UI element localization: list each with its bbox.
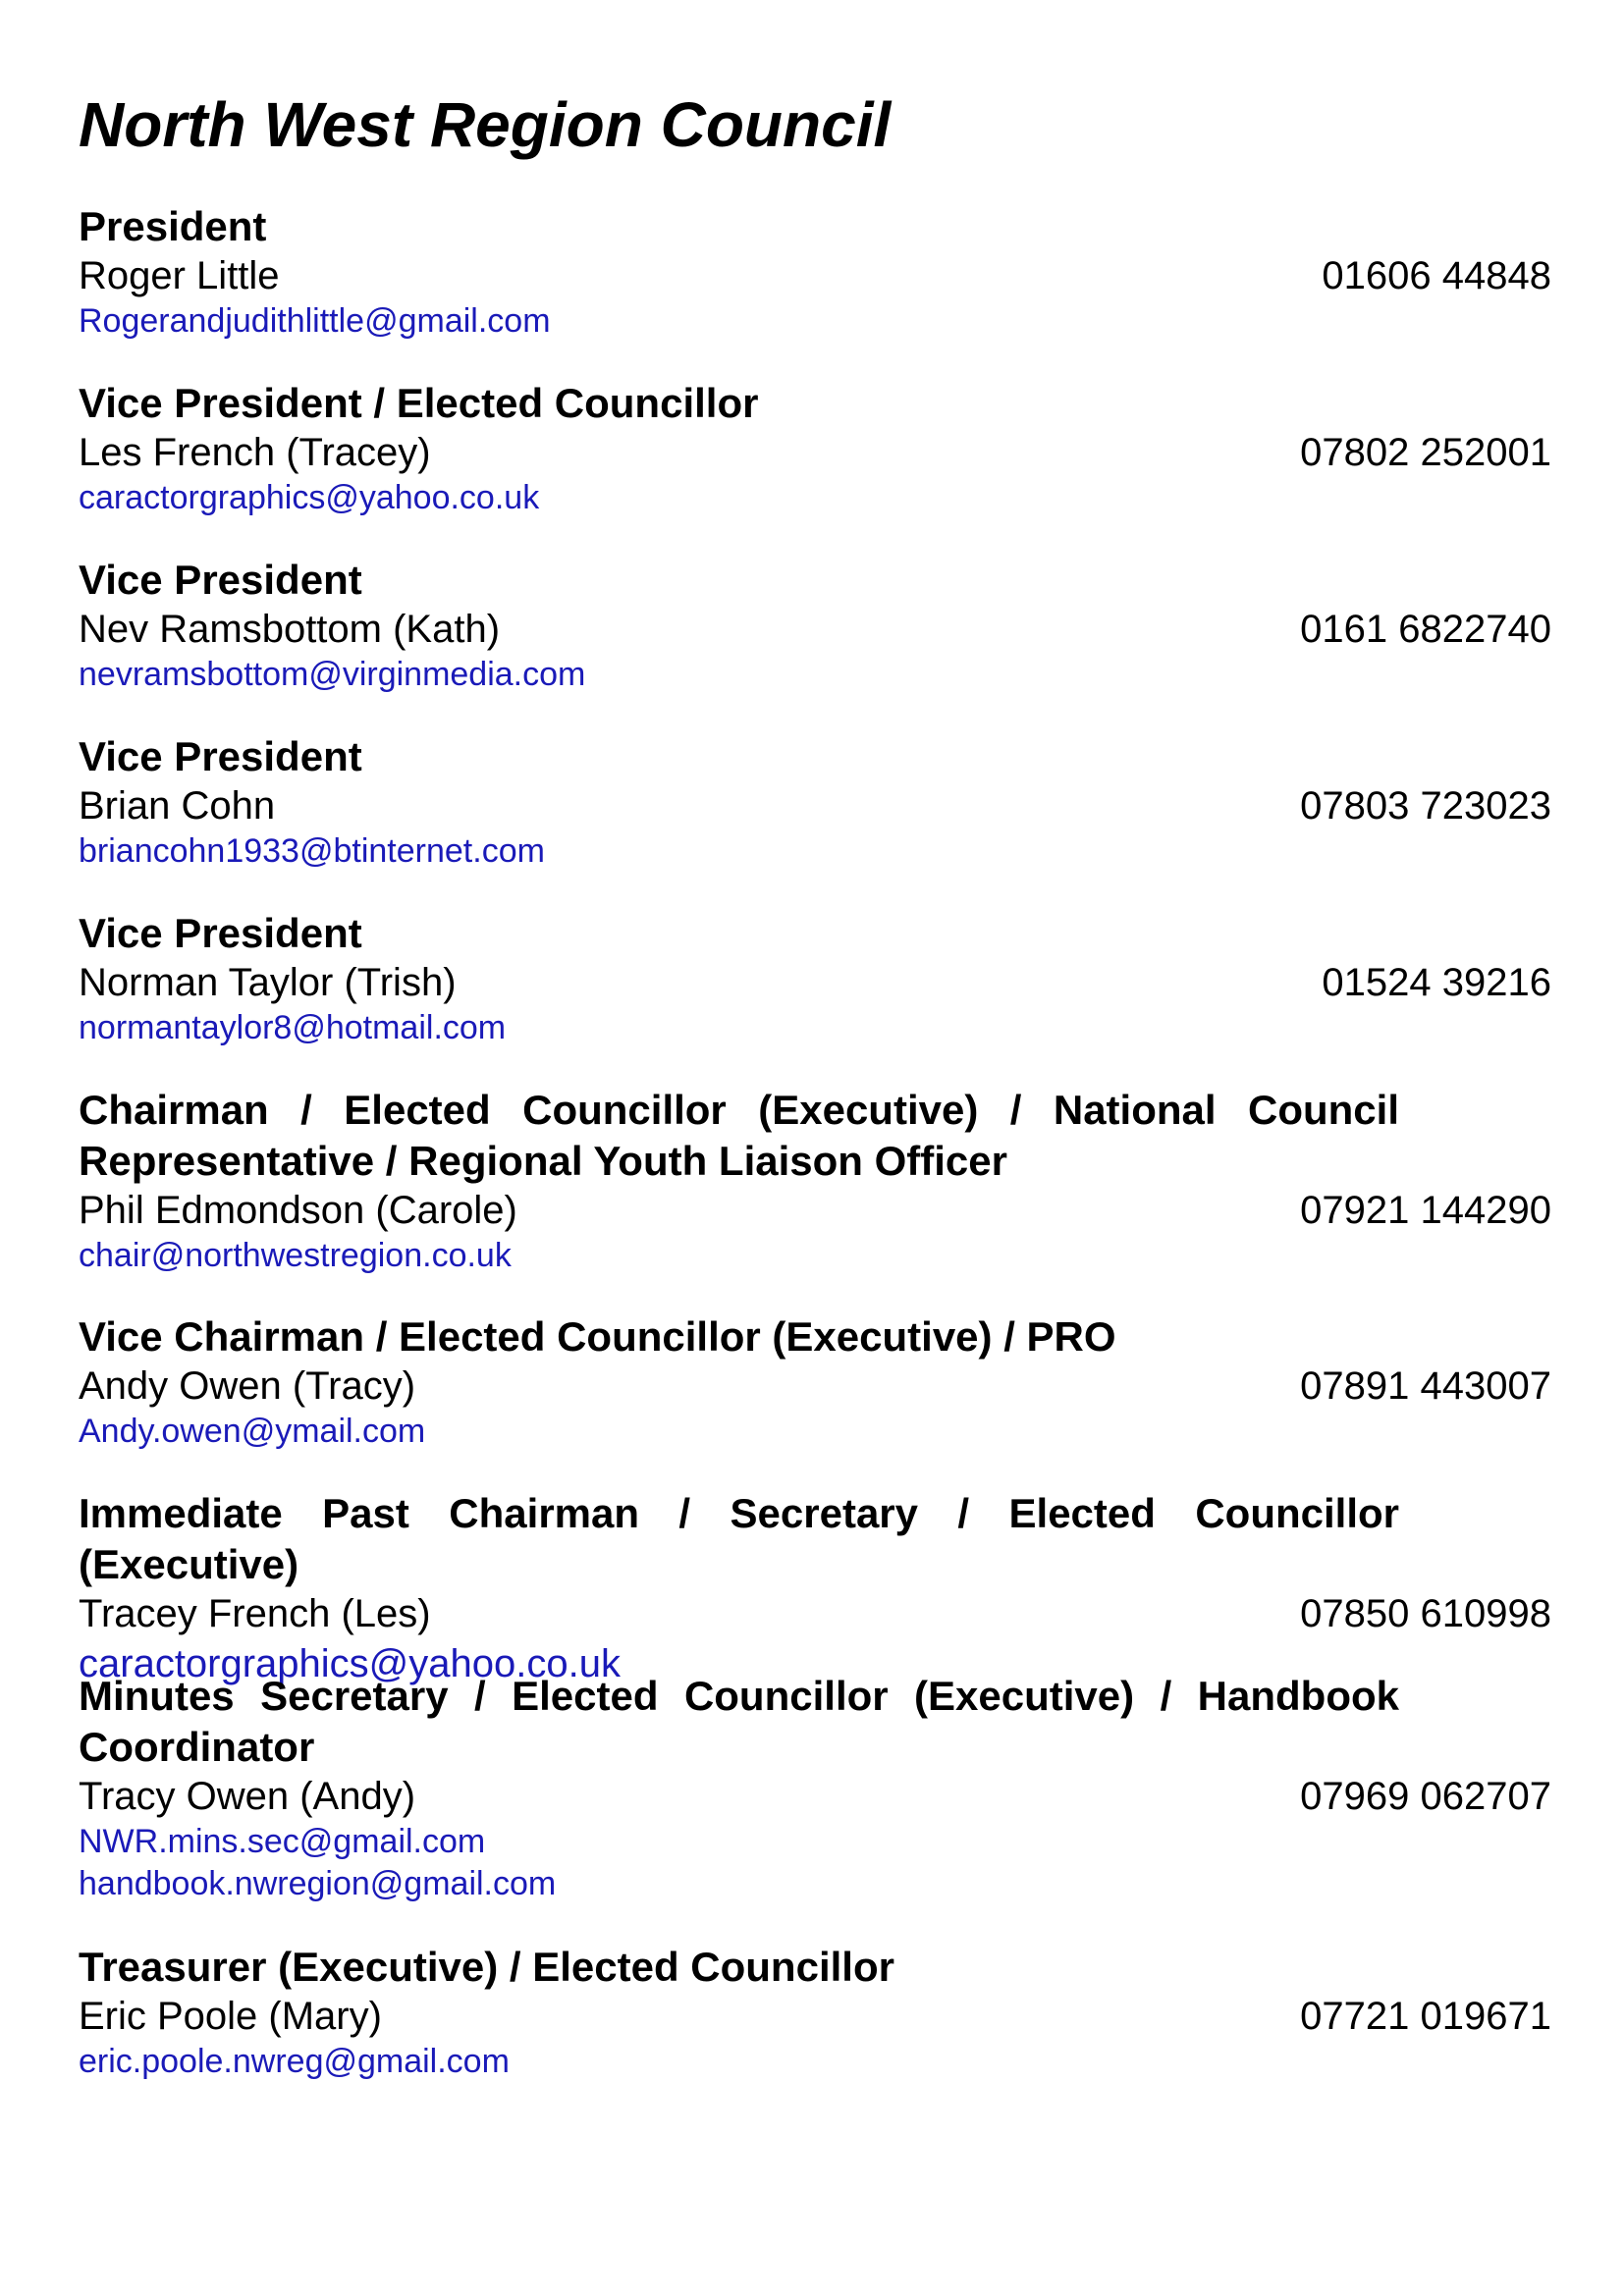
- phone-number: 07921 144290: [1300, 1189, 1551, 1232]
- phone-number: 07969 062707: [1300, 1775, 1551, 1818]
- name-phone-row: [79, 1590, 1551, 1638]
- council-entry-vice-president-1: [79, 555, 1551, 696]
- email-link[interactable]: caractorgraphics@yahoo.co.uk: [79, 1642, 621, 1685]
- role-title: Vice Chairman / Elected Councillor (Executive) / PRO: [79, 1313, 1116, 1360]
- role-title: Minutes Secretary / Elected Councillor (Executive) / Handbook Coordinator: [79, 1673, 1399, 1770]
- name-phone-row: [79, 429, 1551, 477]
- name-phone-row: [79, 1773, 1551, 1821]
- email-link[interactable]: eric.poole.nwreg@gmail.com: [79, 2043, 510, 2080]
- phone-number: 07802 252001: [1300, 431, 1551, 474]
- role-title: Immediate Past Chairman / Secretary / Elected Councillor (Executive): [79, 1490, 1399, 1587]
- member-name: Andy Owen (Tracy): [79, 1364, 416, 1408]
- role-title: Vice President / Elected Councillor: [79, 380, 759, 426]
- email-link[interactable]: caractorgraphics@yahoo.co.uk: [79, 479, 540, 516]
- council-entry-president: [79, 201, 1551, 343]
- member-name: Phil Edmondson (Carole): [79, 1189, 517, 1232]
- phone-number: 0161 6822740: [1300, 608, 1551, 651]
- email-link[interactable]: handbook.nwregion@gmail.com: [79, 1865, 557, 1902]
- phone-number: 07721 019671: [1300, 1995, 1551, 2038]
- council-entry-chairman: [79, 1085, 1551, 1277]
- council-entry-past-chairman: [79, 1488, 1551, 1689]
- phone-number: 01524 39216: [1322, 961, 1551, 1004]
- email-link[interactable]: normantaylor8@hotmail.com: [79, 1009, 507, 1046]
- phone-number: 07850 610998: [1300, 1592, 1551, 1635]
- phone-number: 07891 443007: [1300, 1364, 1551, 1408]
- email-link[interactable]: NWR.mins.sec@gmail.com: [79, 1823, 486, 1860]
- name-phone-row: [79, 782, 1551, 830]
- name-phone-row: [79, 959, 1551, 1007]
- name-phone-row: [79, 606, 1551, 654]
- name-phone-row: [79, 252, 1551, 300]
- member-name: Tracy Owen (Andy): [79, 1775, 416, 1818]
- council-entry-minutes-secretary: [79, 1671, 1551, 1905]
- name-phone-row: [79, 1362, 1551, 1411]
- member-name: Tracey French (Les): [79, 1592, 431, 1635]
- role-title: Vice President: [79, 733, 362, 779]
- role-title: President: [79, 203, 267, 249]
- phone-number: 07803 723023: [1300, 784, 1551, 828]
- council-entry-vice-president-3: [79, 908, 1551, 1049]
- role-title: Chairman / Elected Councillor (Executive) / National Council Representative / Regional Youth Liaison Officer: [79, 1087, 1399, 1184]
- email-link[interactable]: Rogerandjudithlittle@gmail.com: [79, 302, 551, 340]
- role-title: Treasurer (Executive) / Elected Councillor: [79, 1944, 894, 1990]
- role-title: Vice President: [79, 910, 362, 956]
- member-name: Eric Poole (Mary): [79, 1995, 382, 2038]
- member-name: Roger Little: [79, 254, 280, 297]
- name-phone-row: [79, 1993, 1551, 2041]
- member-name: Norman Taylor (Trish): [79, 961, 457, 1004]
- page-title: North West Region Council: [79, 89, 892, 160]
- email-link[interactable]: briancohn1933@btinternet.com: [79, 832, 545, 870]
- email-link[interactable]: chair@northwestregion.co.uk: [79, 1237, 512, 1274]
- email-link[interactable]: nevramsbottom@virginmedia.com: [79, 656, 586, 693]
- member-name: Les French (Tracey): [79, 431, 431, 474]
- council-entry-treasurer: [79, 1942, 1551, 2083]
- council-entry-vice-president-councillor: [79, 378, 1551, 519]
- name-phone-row: [79, 1187, 1551, 1235]
- phone-number: 01606 44848: [1322, 254, 1551, 297]
- role-title: Vice President: [79, 557, 362, 603]
- member-name: Nev Ramsbottom (Kath): [79, 608, 501, 651]
- member-name: Brian Cohn: [79, 784, 276, 828]
- council-entry-vice-chairman: [79, 1311, 1551, 1453]
- council-entry-vice-president-2: [79, 731, 1551, 873]
- email-link[interactable]: Andy.owen@ymail.com: [79, 1413, 426, 1450]
